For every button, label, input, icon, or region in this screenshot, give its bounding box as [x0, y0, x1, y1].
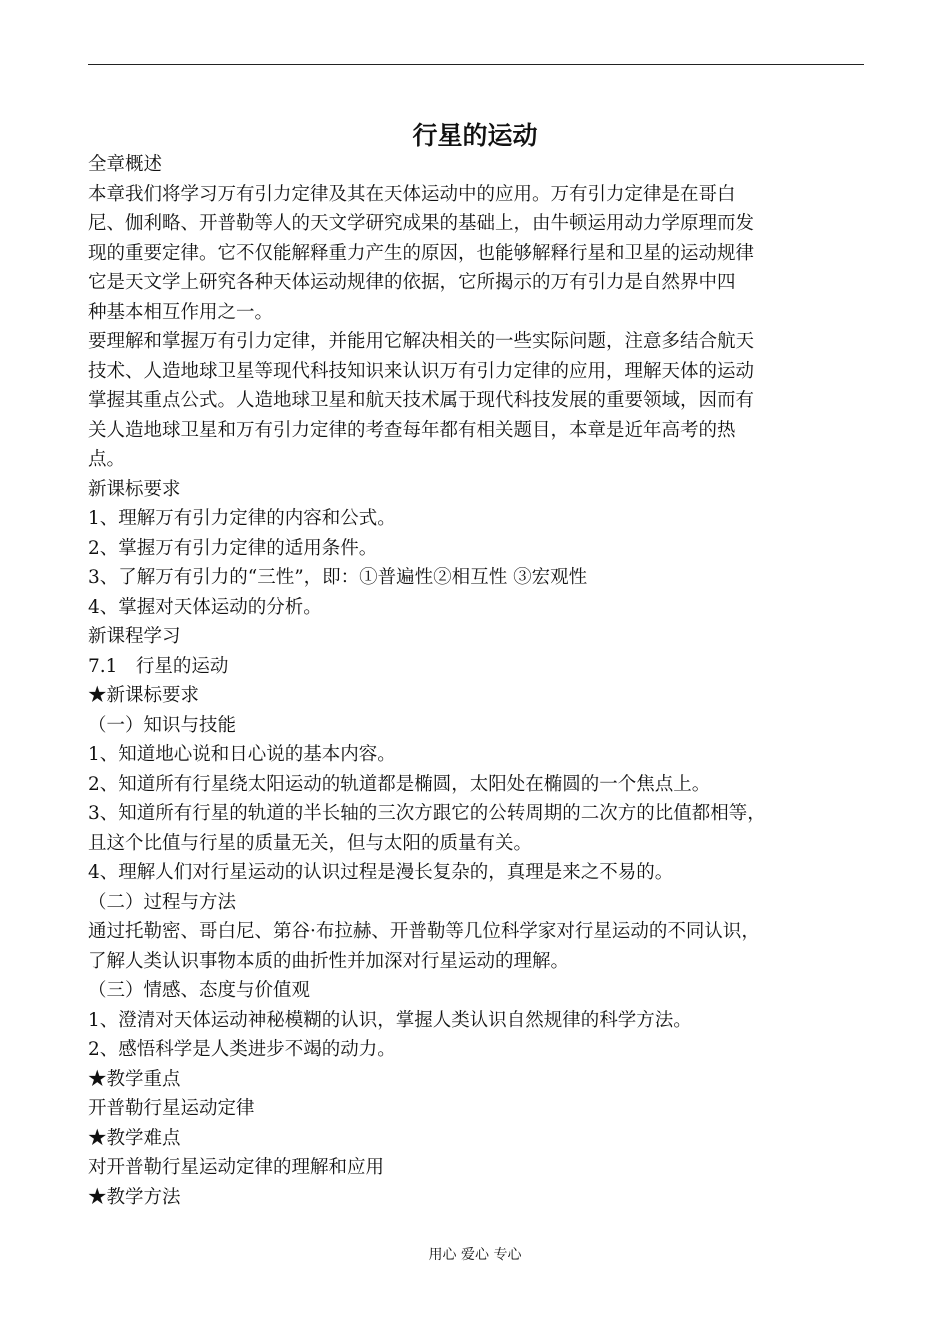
list-item: 4、理解人们对行星运动的认识过程是漫长复杂的，真理是来之不易的。: [88, 862, 674, 883]
list-item: 3、了解万有引力的“三性”，即：①普遍性②相互性 ③宏观性: [88, 567, 588, 588]
subsection-heading: （一）知识与技能: [88, 714, 237, 736]
paragraph-line: 开普勒行星运动定律: [88, 1098, 255, 1119]
paragraph-line: 种基本相互作用之一。: [88, 301, 274, 323]
list-item: 1、澄清对天体运动神秘模糊的认识，掌握人类认识自然规律的科学方法。: [88, 1009, 692, 1031]
subsection-heading: （三）情感、态度与价值观: [88, 980, 311, 1001]
paragraph-line: 通过托勒密、哥白尼、第谷·布拉赫、开普勒等几位科学家对行星运动的不同认识，: [88, 921, 760, 942]
list-item: 2、感悟科学是人类进步不竭的动力。: [88, 1039, 396, 1060]
paragraph-line: 尼、伽利略、开普勒等人的天文学研究成果的基础上，由牛顿运用动力学原理而发: [88, 213, 755, 234]
list-item: 1、理解万有引力定律的内容和公式。: [88, 508, 396, 529]
paragraph-line: 技术、人造地球卫星等现代科技知识来认识万有引力定律的应用，理解天体的运动: [88, 360, 755, 382]
document-body: [88, 150, 878, 1212]
paragraph-line: 了解人类认识事物本质的曲折性并加深对行星运动的理解。: [88, 950, 570, 972]
paragraph-line: 它是天文学上研究各种天体运动规律的依据，它所揭示的万有引力是自然界中四: [88, 272, 736, 293]
section-heading-study: 新课程学习: [88, 626, 181, 647]
paragraph-line: 点。: [88, 449, 126, 470]
page-title: 行星的运动: [412, 121, 538, 150]
page-footer: 用心 爱心 专心: [428, 1247, 522, 1263]
header-rule: [88, 64, 864, 65]
list-item: 3、知道所有行星的轨道的半长轴的三次方跟它的公转周期的二次方的比值都相等，: [88, 803, 766, 824]
section-heading-overview: 全章概述: [88, 154, 163, 175]
list-item: 4、掌握对天体运动的分析。: [88, 596, 322, 618]
subsection-heading: （二）过程与方法: [88, 891, 237, 913]
subsection-heading: ★教学方法: [88, 1186, 181, 1208]
paragraph-line: 要理解和掌握万有引力定律，并能用它解决相关的一些实际问题，注意多结合航天: [88, 331, 755, 352]
list-item-continuation: 且这个比值与行星的质量无关，但与太阳的质量有关。: [88, 832, 533, 854]
list-item: 2、知道所有行星绕太阳运动的轨道都是椭圆，太阳处在椭圆的一个焦点上。: [88, 773, 711, 795]
paragraph-line: 本章我们将学习万有引力定律及其在天体运动中的应用。万有引力定律是在哥白: [88, 183, 736, 205]
subsection-heading: ★教学重点: [88, 1068, 181, 1090]
paragraph-line: 掌握其重点公式。人造地球卫星和航天技术属于现代科技发展的重要领域，因而有: [88, 390, 755, 411]
lesson-heading: 7.1 行星的运动: [88, 655, 229, 677]
list-item: 1、知道地心说和日心说的基本内容。: [88, 744, 396, 765]
subsection-heading: ★新课标要求: [88, 685, 200, 706]
paragraph-line: 现的重要定律。它不仅能解释重力产生的原因，也能够解释行星和卫星的运动规律: [88, 242, 755, 264]
paragraph-line: 对开普勒行星运动定律的理解和应用: [88, 1157, 385, 1178]
paragraph-line: 关人造地球卫星和万有引力定律的考查每年都有相关题目，本章是近年高考的热: [88, 419, 736, 441]
subsection-heading: ★教学难点: [88, 1127, 181, 1149]
section-heading-standards: 新课标要求: [88, 478, 181, 500]
list-item: 2、掌握万有引力定律的适用条件。: [88, 537, 378, 559]
